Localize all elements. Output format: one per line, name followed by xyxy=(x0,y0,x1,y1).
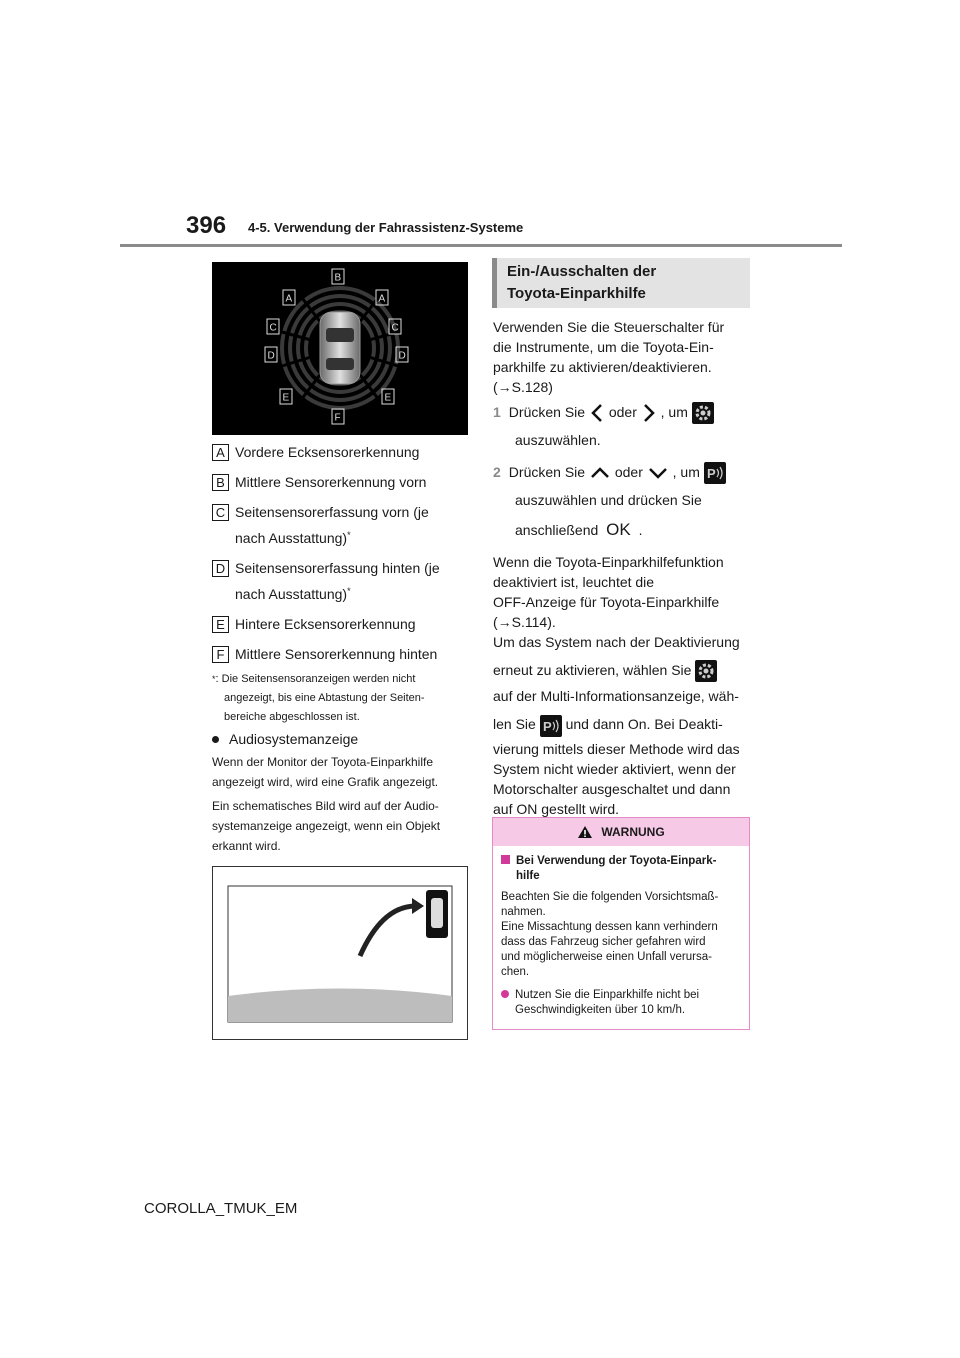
heading-line: Ein-/Ausschalten der xyxy=(507,263,657,280)
text-line: System nicht wieder aktiviert, wenn der xyxy=(493,760,736,777)
sensor-label: C xyxy=(391,322,399,334)
sensor-label: A xyxy=(285,293,293,305)
text-line: Eine Missachtung dessen kann verhindern xyxy=(501,921,718,933)
step-text: , um xyxy=(672,464,700,480)
sensor-label: A xyxy=(378,293,386,305)
audio-heading xyxy=(212,731,358,747)
legend-item xyxy=(212,558,472,604)
sensor-legend xyxy=(212,442,472,727)
text-line: Wenn die Toyota-Einparkhilfefunktion xyxy=(493,554,724,570)
step-text: anschließend xyxy=(515,522,599,539)
sensor-label: E xyxy=(384,392,392,404)
legend-text: Vordere Ecksensorerkennung xyxy=(235,444,420,460)
bullet-dot-icon xyxy=(212,736,219,743)
step-number: 2 xyxy=(493,464,501,480)
warning-title: WARNUNG xyxy=(601,825,665,839)
gear-icon xyxy=(695,660,717,682)
parking-assist-icon xyxy=(704,462,726,484)
legend-text-line2 xyxy=(235,528,472,548)
text-line: und dann On. Bei Deakti- xyxy=(565,716,723,733)
square-bullet-icon xyxy=(501,855,510,864)
legend-text: Hintere Ecksensorerkennung xyxy=(235,616,416,632)
footnote xyxy=(212,670,472,727)
heading-line: Toyota-Einparkhilfe xyxy=(507,285,646,302)
text-line-with-icon xyxy=(493,660,750,682)
text-line: systemanzeige angezeigt, wenn ein Objekt xyxy=(212,819,441,833)
sensor-label: C xyxy=(269,322,277,334)
footnote-mark: * xyxy=(212,674,216,684)
sensor-label: B xyxy=(334,272,342,284)
audio-description xyxy=(212,752,468,860)
text-line: Bei Verwendung der Toyota-Einpark- xyxy=(516,855,717,867)
text-line: vierung mittels dieser Methode wird das xyxy=(493,740,740,757)
legend-text: Mittlere Sensorerkennung vorn xyxy=(235,474,427,490)
svg-text:P: P xyxy=(542,718,552,734)
intro-paragraph xyxy=(493,317,750,397)
warning-triangle-icon xyxy=(577,825,593,839)
audio-paragraph xyxy=(212,752,468,792)
text-line: erkannt wird. xyxy=(212,839,281,853)
gear-icon xyxy=(692,402,714,424)
step-text: oder xyxy=(614,464,643,480)
sensor-label: E xyxy=(282,392,290,404)
step-text: Drücken Sie xyxy=(508,404,586,420)
text-line: hilfe xyxy=(516,870,540,882)
step-text: Drücken Sie xyxy=(508,464,586,480)
text-line: angezeigt wird, wird eine Grafik angezeigt. xyxy=(212,775,439,789)
section-title: 4-5. Verwendung der Fahrassistenz-Systeme xyxy=(248,220,524,235)
text-line: (→S.114). xyxy=(493,614,556,630)
sensor-label: D xyxy=(398,350,406,362)
warning-body xyxy=(493,846,749,1018)
text-line: auf der Multi-Informationsanzeige, wäh- xyxy=(493,688,739,705)
legend-letter: F xyxy=(212,646,229,663)
step-text: oder xyxy=(608,404,637,420)
audio-title: Audiosystemanzeige xyxy=(229,731,359,747)
step-2 xyxy=(493,462,750,540)
text-line: parkhilfe zu aktivieren/deaktivieren. xyxy=(493,359,712,375)
footnote-star: * xyxy=(347,530,351,540)
legend-item xyxy=(212,502,472,548)
text-line: Um das System nach der Deaktivierung xyxy=(493,634,740,650)
step-text-cont xyxy=(493,520,750,540)
text-line: Ein schematisches Bild wird auf der Audio- xyxy=(212,799,439,813)
step-text: , um xyxy=(660,404,688,420)
text-line: OFF-Anzeige für Toyota-Einparkhilfe xyxy=(493,594,720,610)
legend-item xyxy=(212,442,472,462)
legend-letter: C xyxy=(212,504,229,521)
legend-text: Seitensensorerfassung hinten (je xyxy=(235,560,440,576)
chevron-down-icon xyxy=(647,465,669,481)
sensor-diagram xyxy=(212,262,468,435)
text-line: Wenn der Monitor der Toyota-Einparkhilfe xyxy=(212,755,434,769)
text-line: deaktiviert ist, leuchtet die xyxy=(493,574,655,590)
warning-bullet xyxy=(501,988,741,1018)
footnote-line xyxy=(212,670,472,689)
page-number: 396 xyxy=(186,212,227,239)
text-line: auf ON gestellt wird. xyxy=(493,800,620,817)
legend-text-block xyxy=(235,502,472,548)
text-line: und möglicherweise einen Unfall verursa- xyxy=(501,951,712,963)
legend-letter: E xyxy=(212,616,229,633)
audio-display-figure xyxy=(212,866,468,1040)
text-line: Motorschalter ausgeschaltet und dann xyxy=(493,780,731,797)
legend-letter: B xyxy=(212,474,229,491)
parking-assist-icon xyxy=(540,715,562,737)
paragraph-reactivate xyxy=(493,632,750,819)
sensor-label: F xyxy=(334,412,341,424)
round-bullet-icon xyxy=(501,990,509,998)
legend-letter: D xyxy=(212,560,229,577)
legend-letter: A xyxy=(212,444,229,461)
text-line: Verwenden Sie die Steuerschalter für xyxy=(493,319,725,335)
text-line: Geschwindigkeiten über 10 km/h. xyxy=(515,1004,686,1016)
legend-item xyxy=(212,644,472,664)
text-line: len Sie xyxy=(493,716,536,733)
step-text-cont: auszuwählen und drücken Sie xyxy=(515,492,702,509)
chevron-up-icon xyxy=(589,465,611,481)
footer-label: COROLLA_TMUK_EM xyxy=(144,1200,298,1217)
text-line: erneut zu aktivieren, wählen Sie xyxy=(493,662,692,678)
chevron-right-icon xyxy=(641,402,657,424)
ok-button-glyph: OK xyxy=(606,520,631,540)
legend-text-block xyxy=(235,558,472,604)
legend-text-line2 xyxy=(235,584,472,604)
legend-item xyxy=(212,472,472,492)
audio-paragraph xyxy=(212,796,468,856)
chevron-left-icon xyxy=(589,402,605,424)
paragraph-off-indicator xyxy=(493,552,750,632)
svg-text:P: P xyxy=(706,466,716,482)
section-heading xyxy=(492,258,750,308)
legend-item xyxy=(212,614,472,634)
footnote-line: angezeigt, bis eine Abtastung der Seiten- xyxy=(224,692,425,704)
footnote-star: * xyxy=(347,586,351,596)
warning-box xyxy=(492,817,750,1030)
header-divider xyxy=(120,244,842,247)
text-line: Nutzen Sie die Einparkhilfe nicht bei xyxy=(515,989,700,1001)
step-1 xyxy=(493,402,750,450)
warning-item-title xyxy=(501,854,741,884)
text-line: (→S.128) xyxy=(493,379,553,395)
text-line: Beachten Sie die folgenden Vorsichtsmaß- xyxy=(501,891,719,903)
text-line-with-icon xyxy=(493,714,750,736)
legend-text-cont: nach Ausstattung) xyxy=(235,586,348,602)
legend-text: Seitensensorerfassung vorn (je xyxy=(235,504,429,520)
sensor-label: D xyxy=(267,350,275,362)
footnote-text: : Die Seitensensoranzeigen werden nicht xyxy=(215,673,416,685)
text-line: chen. xyxy=(501,966,530,978)
text-line: dass das Fahrzeug sicher gefahren wird xyxy=(501,936,706,948)
warning-text xyxy=(501,890,741,980)
text-line: nahmen. xyxy=(501,906,546,918)
step-number: 1 xyxy=(493,404,501,420)
warning-header xyxy=(493,818,749,846)
step-text-cont: auszuwählen. xyxy=(515,432,601,449)
text-line: die Instrumente, um die Toyota-Ein- xyxy=(493,339,714,355)
legend-text-cont: nach Ausstattung) xyxy=(235,530,348,546)
step-text: . xyxy=(638,522,643,539)
footnote-line: bereiche abgeschlossen ist. xyxy=(224,711,360,723)
legend-text: Mittlere Sensorerkennung hinten xyxy=(235,646,438,662)
